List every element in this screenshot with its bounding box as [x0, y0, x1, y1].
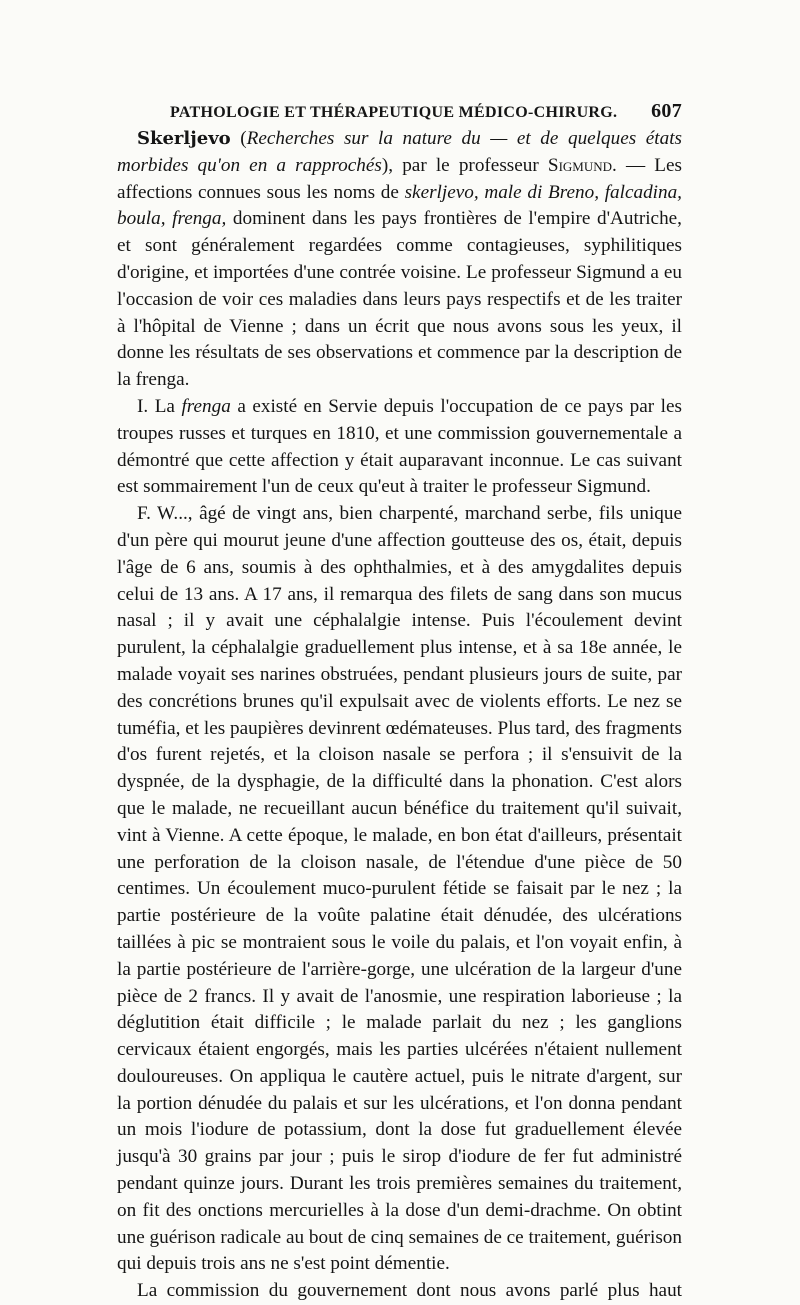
text-run: ), par le professeur — [381, 154, 548, 176]
disease-names: skerljevo, male di Breno, falcadina, boula, frenga, — [117, 181, 682, 230]
term-frenga: frenga — [181, 395, 231, 417]
body-text — [117, 126, 682, 1305]
article-subtitle: Recherches sur la nature du — et de quelques états morbides qu'on en a rapprochés — [117, 128, 682, 176]
paragraph-commission: La commission du gouvernement dont nous avons parlé plus haut — [137, 1280, 682, 1302]
text-run: . — Les affections connues sous les noms de — [117, 154, 683, 203]
text-run: ( — [230, 128, 247, 149]
text-run: I. La — [137, 395, 182, 417]
lead-term: Skerljevo — [137, 128, 231, 149]
paragraph-frenga — [117, 394, 682, 501]
text-run: a existé en Servie depuis l'occupation de ce pays par les troupes russes et turques en 1810, et une commission gouvernementale a démontré que cette affection y était auparavant inconnue. Le cas suivant est sommairement l'un de ceux qu'eut à traiter le professeur Sigmund. — [117, 395, 682, 498]
paragraph-case-report: F. W..., âgé de vingt ans, bien charpenté, marchand serbe, fils unique d'un père qui mourut jeune d'une affection goutteuse des os, était, depuis l'âge de 6 ans, soumis à des ophthalmies, et à des amygdalites depuis celui de 13 ans. A 17 ans, il remarqua des filets de sang dans son mucus nasal ; il y avait une céphalalgie intense. Puis l'écoulement devint purulent, la céphalalgie graduellement plus intense, et à sa 18e année, le malade voyait ses narines obstruées, pendant plusieurs jours de suite, par des concrétions brunes qu'il expulsait avec de violents efforts. Le nez se tuméfia, et les paupières devinrent œdémateuses. Plus tard, des fragments d'os furent rejetés, et la cloison nasale se perfora ; il s'ensuivit de la dyspnée, de la dysphagie, de la difficulté dans la phonation. C'est alors que le malade, ne recueillant aucun bénéfice du traitement qu'il suivait, vint à Vienne. A cette époque, le malade, en bon état d'ailleurs, présentait une perforation de la cloison nasale, de l'étendue d'une pièce de 50 centimes. Un écoulement muco-purulent fétide se faisait par le nez ; la partie postérieure de la voûte palatine était dénudée, des ulcérations taillées à pic se montraient sous le voile du palais, et l'on voyait enfin, à la partie postérieure de l'arrière-gorge, une ulcération de la largeur d'une pièce de 2 francs. Il y avait de l'anosmie, une respiration laborieuse ; la déglutition était difficile ; le malade parlait du nez ; les ganglions cervicaux étaient engorgés, mais les parties ulcérées n'étaient nullement douloureuses. On appliqua le cautère actuel, puis le nitrate d'argent, sur la portion dénudée du palais et sur les ulcérations, et l'on donna pendant un mois l'iodure de potassium, dont la dose fut graduellement élevée jusqu'à 30 grains par jour ; puis le sirop d'iodure de fer fut administré pendant quinze jours. Durant les trois premières semaines du traitement, on fit des onctions mercurielles à la dose d'un demi-drachme. On obtint une guérison radicale au bout de cinq semaines de ce traitement, guérison qui depuis trois ans ne s'est point démentie. — [117, 503, 682, 1275]
page-number: 607 — [651, 100, 682, 122]
running-head-title: PATHOLOGIE ET THÉRAPEUTIQUE MÉDICO-CHIRURG. — [170, 104, 618, 121]
author-name: Sigmund — [547, 154, 613, 176]
running-head — [170, 100, 682, 124]
paragraph-skerljevo — [117, 126, 682, 394]
text-run: dominent dans les pays frontières de l'empire d'Autriche, et sont généralement regardées comme contagieuses, syphilitiques d'origine, et importées d'une contrée voisine. Le professeur Sigmund a eu l'occasion de voir ces maladies dans leurs pays respectifs et de les traiter à l'hôpital de Vienne ; dans un écrit que nous avons sous les yeux, il donne les résultats de ses observations et commence par la description de la frenga. — [117, 208, 682, 391]
